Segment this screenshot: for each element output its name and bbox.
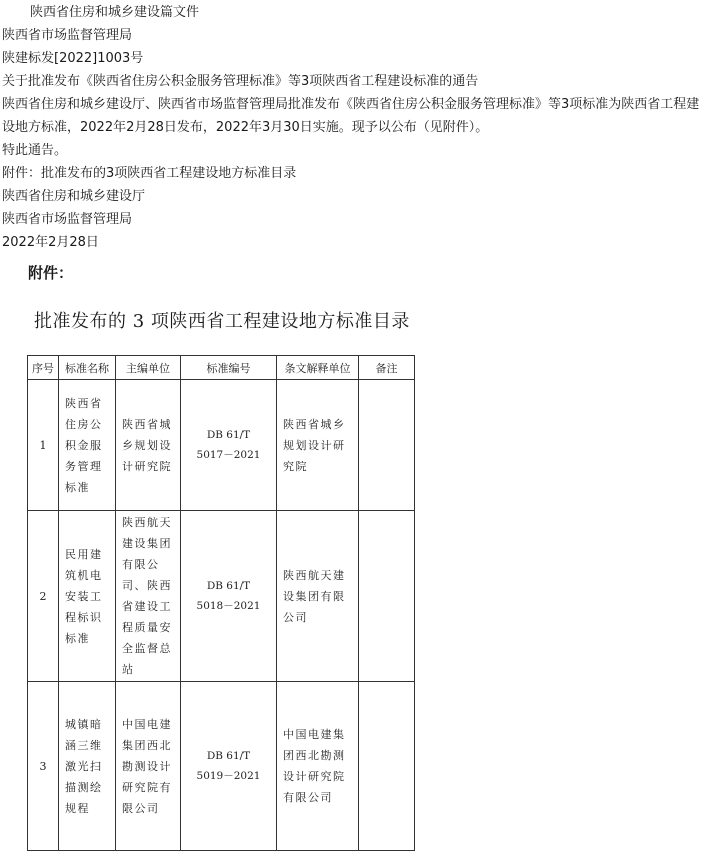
row-interpreter: 陕西省城乡规划设计研究院: [277, 380, 359, 511]
col-header-code: 标准编号: [181, 356, 277, 380]
appendix-title: 批准发布的 3 项陕西省工程建设地方标准目录: [34, 311, 410, 332]
row-standard-name: 城镇暗涵三维激光扫描测绘规程: [59, 682, 116, 851]
table-row: [28, 511, 415, 682]
col-header-note: 备注: [359, 356, 415, 380]
row-no: 2: [28, 511, 59, 682]
row-editor: 中国电建集团西北勘测设计研究院有限公司: [116, 682, 181, 851]
issuer-line-1: 陕西省住房和城乡建设篇文件: [30, 5, 200, 20]
table-header-row: [28, 356, 415, 380]
issuer-line-2: 陕西省市场监督管理局: [2, 28, 133, 43]
row-no: 1: [28, 380, 59, 511]
attachment-line: 附件：批准发布的3项陕西省工程建设地方标准目录: [2, 166, 297, 181]
signer-market-bureau: 陕西省市场监督管理局: [2, 212, 133, 227]
row-standard-name: 民用建筑机电安装工程标识标准: [59, 511, 116, 682]
notice-title: 关于批准发布《陕西省住房公积金服务管理标准》等3项陕西省工程建设标准的通告: [2, 74, 479, 89]
col-header-editor: 主编单位: [116, 356, 181, 380]
row-code-prefix: DB 61/T: [206, 429, 251, 441]
row-code: [181, 380, 277, 511]
row-code-number: 5019－2021: [196, 770, 261, 782]
table-row: [28, 380, 415, 511]
notice-closing: 特此通告。: [2, 143, 68, 158]
document-number: 陕建标发[2022]1003号: [2, 51, 144, 66]
row-code-prefix: DB 61/T: [206, 580, 251, 592]
issue-date: 2022年2月28日: [2, 235, 99, 250]
notice-body: 陕西省住房和城乡建设厅、陕西省市场监督管理局批准发布《陕西省住房公积金服务管理标准》等3项标准为陕西省工程建设地方标准，2022年2月28日发布，2022年3月30日实施。现予以公布（见附件）。: [2, 97, 700, 135]
row-interpreter: 中国电建集团西北勘测设计研究院有限公司: [277, 682, 359, 851]
row-editor: 陕西航天建设集团有限公司、陕西省建设工程质量安全监督总站: [116, 511, 181, 682]
col-header-name: 标准名称: [59, 356, 116, 380]
row-note: [359, 682, 415, 851]
row-no: 3: [28, 682, 59, 851]
row-editor: 陕西省城乡规划设计研究院: [116, 380, 181, 511]
row-code-number: 5017－2021: [196, 449, 261, 461]
row-note: [359, 511, 415, 682]
row-interpreter: 陕西航天建设集团有限公司: [277, 511, 359, 682]
row-code: [181, 682, 277, 851]
row-code-prefix: DB 61/T: [206, 750, 251, 762]
row-code-number: 5018－2021: [196, 600, 261, 612]
appendix-label: 附件：: [28, 264, 74, 282]
col-header-no: 序号: [28, 356, 59, 380]
table-row: [28, 682, 415, 851]
row-code: [181, 511, 277, 682]
standards-table: [27, 355, 415, 851]
signer-housing-dept: 陕西省住房和城乡建设厅: [2, 189, 146, 204]
row-standard-name: 陕西省住房公积金服务管理标准: [59, 380, 116, 511]
row-note: [359, 380, 415, 511]
col-header-interpreter: 条文解释单位: [277, 356, 359, 380]
